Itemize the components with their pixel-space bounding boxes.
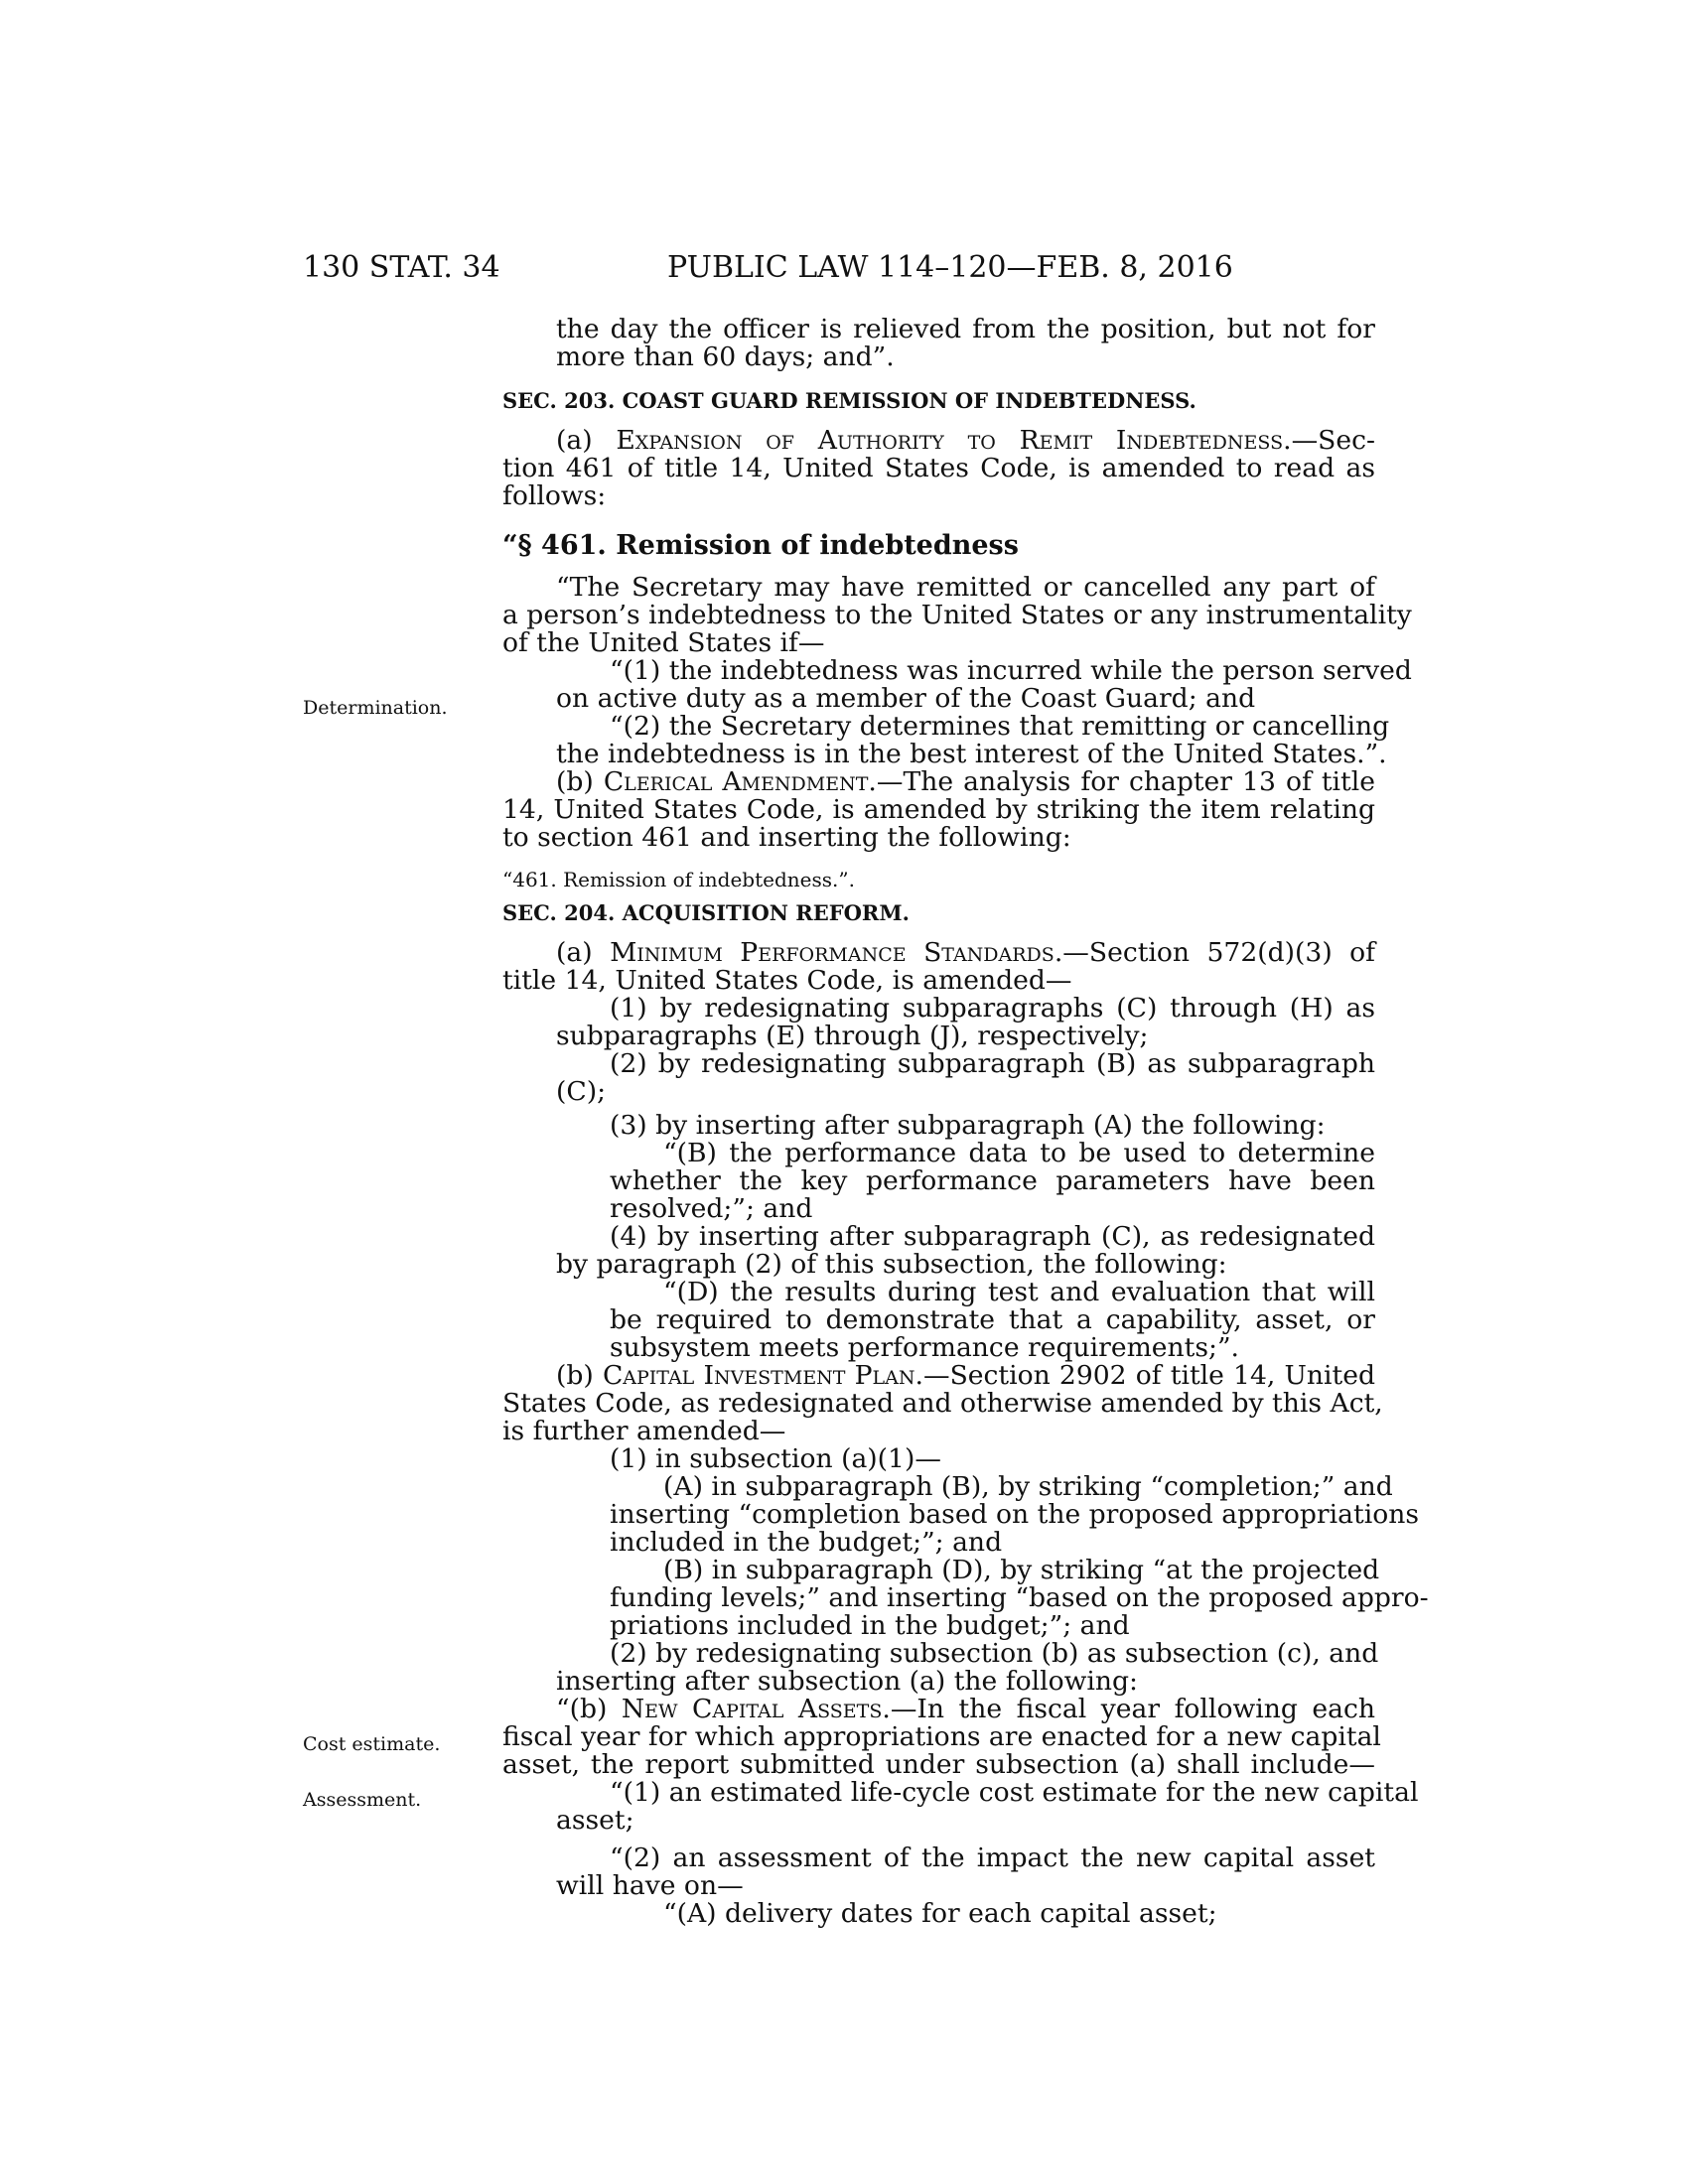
text-line: of the United States if— [502, 627, 825, 658]
text-line: subsystem meets performance requirements;”. [610, 1332, 1240, 1363]
text-line: (a) Minimum Performance Standards.—Section 572(d)(3) of [556, 937, 1375, 968]
text-line: “(2) an assessment of the impact the new capital asset [610, 1843, 1375, 1873]
text-line: “(1) the indebtedness was incurred while the person served [610, 655, 1412, 686]
section-heading-203: SEC. 203. COAST GUARD REMISSION OF INDEBTEDNESS. [502, 388, 1196, 413]
text-line: “The Secretary may have remitted or cancelled any part of [556, 572, 1375, 603]
text-line: “(b) New Capital Assets.—In the fiscal year following each [556, 1694, 1375, 1724]
text-line: (b) Capital Investment Plan.—Section 2902 of title 14, United [556, 1360, 1376, 1391]
margin-note-assessment: Assessment. [303, 1789, 422, 1811]
toc-entry: “461. Remission of indebtedness.”. [502, 868, 855, 891]
text-line: on active duty as a member of the Coast Guard; and [556, 683, 1256, 714]
text-line: whether the key performance parameters have been [610, 1165, 1375, 1196]
text-line: “(1) an estimated life-cycle cost estimate for the new capital [610, 1777, 1419, 1808]
margin-note-cost-estimate: Cost estimate. [303, 1733, 441, 1755]
text-line: priations included in the budget;”; and [610, 1610, 1130, 1641]
text-line: fiscal year for which appropriations are enacted for a new capital [502, 1721, 1381, 1752]
running-head: PUBLIC LAW 114–120—FEB. 8, 2016 [667, 250, 1233, 285]
text-line: asset, the report submitted under subsection (a) shall include— [502, 1749, 1375, 1780]
body-text [502, 314, 1429, 1929]
text-line: subparagraphs (E) through (J), respectively; [556, 1021, 1149, 1051]
section-heading-204: SEC. 204. ACQUISITION REFORM. [502, 900, 910, 925]
text-line: (C); [556, 1076, 607, 1107]
text-line: inserting “completion based on the proposed appropriations [610, 1499, 1419, 1530]
text-line: more than 60 days; and”. [556, 341, 895, 372]
margin-note-determination: Determination. [303, 697, 448, 719]
text-line: tion 461 of title 14, United States Code, is amended to read as [502, 453, 1375, 483]
text-line: is further amended— [502, 1416, 786, 1446]
text-line: follows: [502, 480, 607, 511]
text-line: by paragraph (2) of this subsection, the following: [556, 1249, 1227, 1280]
text-line: resolved;”; and [610, 1193, 813, 1224]
text-line: title 14, United States Code, is amended— [502, 965, 1072, 996]
text-line: (2) by redesignating subsection (b) as subsection (c), and [610, 1638, 1379, 1669]
text-line: inserting after subsection (a) the following: [556, 1666, 1138, 1697]
text-line: funding levels;” and inserting “based on the proposed appro- [610, 1582, 1429, 1613]
text-line: be required to demonstrate that a capability, asset, or [610, 1304, 1375, 1335]
text-line: (2) by redesignating subparagraph (B) as subparagraph [610, 1048, 1375, 1079]
text-line: to section 461 and inserting the following: [502, 822, 1071, 853]
text-line: “(2) the Secretary determines that remitting or cancelling [610, 711, 1390, 742]
text-line: “(A) delivery dates for each capital asset; [663, 1898, 1217, 1929]
text-line: included in the budget;”; and [610, 1527, 1003, 1558]
text-line: (1) by redesignating subparagraphs (C) through (H) as [610, 993, 1375, 1024]
text-line: (4) by inserting after subparagraph (C), as redesignated [610, 1221, 1375, 1252]
text-line: States Code, as redesignated and otherwise amended by this Act, [502, 1388, 1383, 1419]
text-line: asset; [556, 1805, 634, 1836]
text-line: “(D) the results during test and evaluation that will [663, 1277, 1375, 1307]
text-line: “(B) the performance data to be used to determine [663, 1138, 1375, 1168]
text-line: (b) Clerical Amendment.—The analysis for chapter 13 of title [556, 766, 1375, 797]
text-line: the indebtedness is in the best interest of the United States.”. [556, 739, 1387, 769]
text-line: the day the officer is relieved from the position, but not for [556, 314, 1375, 344]
page-stat-number: 130 STAT. 34 [303, 250, 500, 285]
text-line: (B) in subparagraph (D), by striking “at the projected [663, 1555, 1380, 1585]
text-line: will have on— [556, 1870, 744, 1901]
text-line: a person’s indebtedness to the United States or any instrumentality [502, 600, 1412, 630]
text-line: (1) in subsection (a)(1)— [610, 1443, 941, 1474]
text-line: (A) in subparagraph (B), by striking “completion;” and [663, 1471, 1393, 1502]
text-line: (3) by inserting after subparagraph (A) the following: [610, 1110, 1326, 1141]
text-line: 14, United States Code, is amended by striking the item relating [502, 794, 1375, 825]
text-line: (a) Expansion of Authority to Remit Indebtedness.—Sec- [556, 425, 1375, 456]
section-461-heading: “§ 461. Remission of indebtedness [502, 530, 1019, 561]
